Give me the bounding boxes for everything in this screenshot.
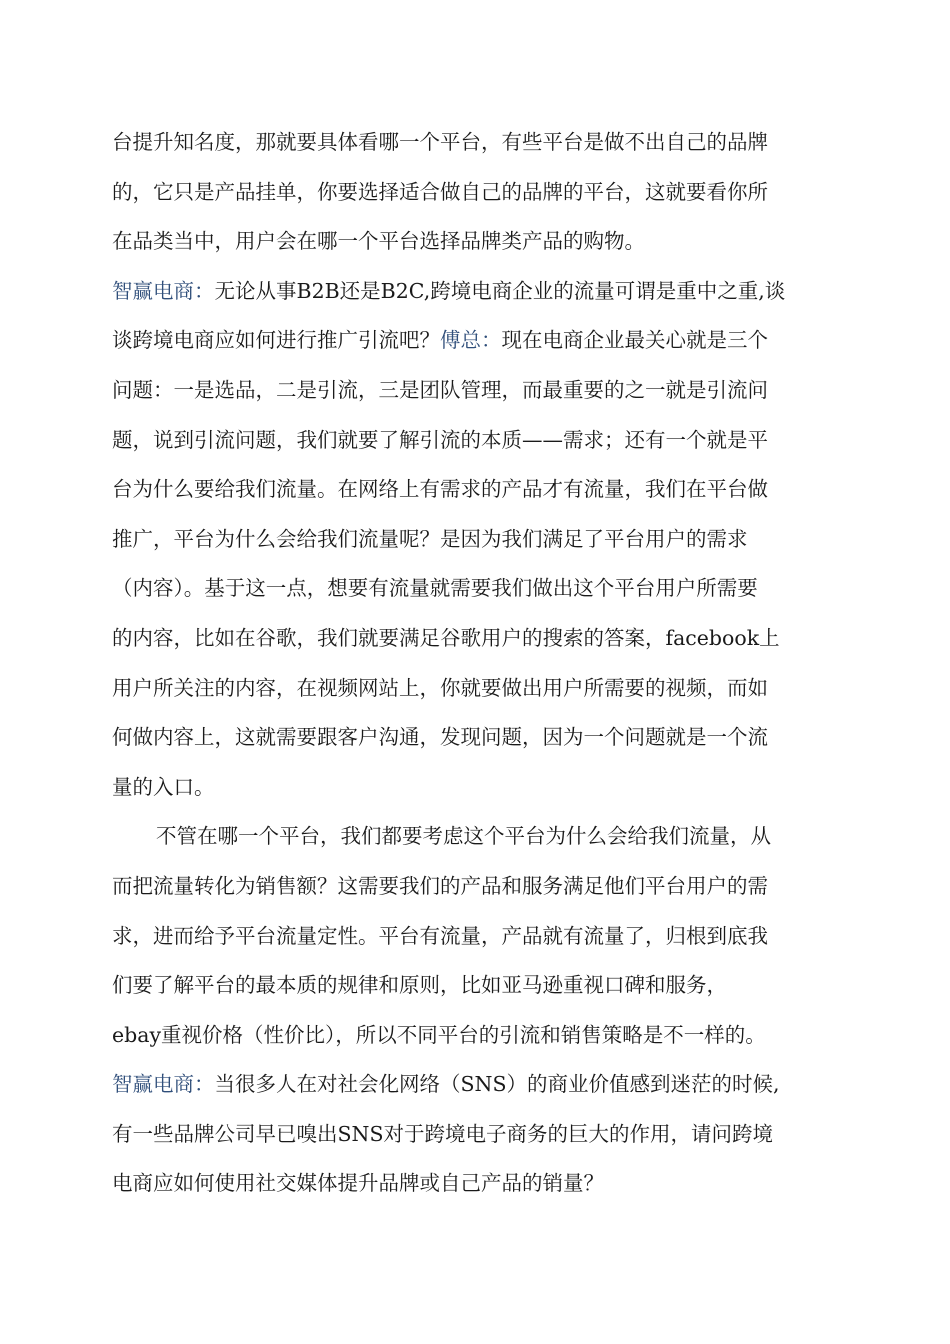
- answer-text: 现在电商企业最关心就是三个: [501, 328, 768, 353]
- answer-line: 的内容，比如在谷歌，我们就要满足谷歌用户的搜索的答案，facebook上: [112, 625, 780, 650]
- text-line: 台提升知名度，那就要具体看哪一个平台，有些平台是做不出自己的品牌: [112, 130, 768, 154]
- answer-line: 何做内容上，这就需要跟客户沟通，发现问题，因为一个问题就是一个流: [112, 725, 768, 750]
- question-text: 谈跨境电商应如何进行推广引流吧？: [112, 328, 440, 353]
- answer-line: 用户所关注的内容，在视频网站上，你就要做出用户所需要的视频，而如: [112, 675, 768, 700]
- speaker-label-interviewer: 智赢电商：: [112, 1072, 215, 1097]
- question-text: 无论从事B2B还是B2C,跨境电商企业的流量可谓是重中之重,谈: [214, 278, 786, 303]
- text-line: 求，进而给予平台流量定性。平台有流量，产品就有流量了，归根到底我: [112, 923, 768, 948]
- text-line: 而把流量转化为销售额？这需要我们的产品和服务满足他们平台用户的需: [112, 873, 768, 898]
- question-line: [112, 1060, 847, 1110]
- answer-line: 问题：一是选品，二是引流，三是团队管理，而最重要的之一就是引流问: [112, 377, 768, 402]
- answer-line: 量的入口。: [112, 774, 215, 799]
- question-text: 当很多人在对社会化网络（SNS）的商业价值感到迷茫的时候,: [214, 1072, 780, 1097]
- question-line: 电商应如何使用社交媒体提升品牌或自己产品的销量？: [112, 1171, 604, 1196]
- answer-line: 台为什么要给我们流量。在网络上有需求的产品才有流量，我们在平台做: [112, 477, 768, 502]
- question-line: 有一些品牌公司早已嗅出SNS对于跨境电子商务的巨大的作用，请问跨境: [112, 1121, 774, 1146]
- speaker-label-interviewer: 智赢电商：: [112, 278, 215, 303]
- answer-line: （内容）。基于这一点，想要有流量就需要我们做出这个平台用户所需要: [112, 576, 758, 601]
- text-line: ebay重视价格（性价比），所以不同平台的引流和销售策略是不一样的。: [112, 1022, 766, 1047]
- document-page: [112, 118, 847, 1209]
- question-answer-line: [112, 316, 847, 366]
- paragraph-first-line: 不管在哪一个平台，我们都要考虑这个平台为什么会给我们流量，从: [156, 824, 771, 849]
- text-line: 在品类当中，用户会在哪一个平台选择品牌类产品的购物。: [112, 229, 645, 254]
- text-line: 们要了解平台的最本质的规律和原则，比如亚马逊重视口碑和服务，: [112, 973, 727, 998]
- answer-line: 推广，平台为什么会给我们流量呢？是因为我们满足了平台用户的需求: [112, 526, 748, 551]
- question-line: [112, 267, 847, 317]
- answer-line: 题，说到引流问题，我们就要了解引流的本质——需求；还有一个就是平: [112, 427, 768, 452]
- text-line: 的，它只是产品挂单，你要选择适合做自己的品牌的平台，这就要看你所: [112, 179, 768, 204]
- speaker-label-answerer: 傅总：: [440, 328, 502, 353]
